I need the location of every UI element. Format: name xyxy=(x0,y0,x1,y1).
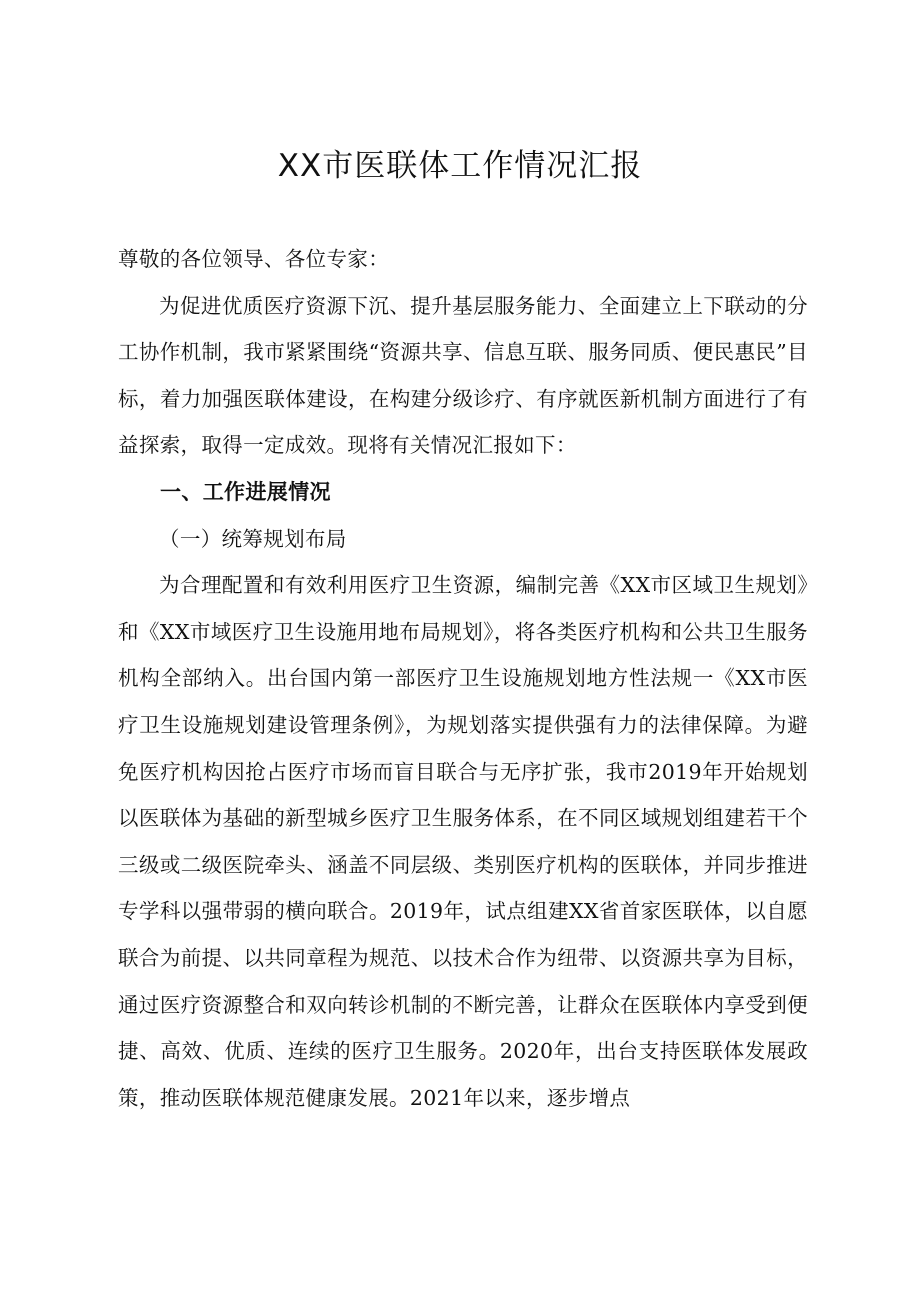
document-title: XX市医联体工作情况汇报 xyxy=(277,148,643,184)
section-heading: 一、工作进展情况 xyxy=(160,479,331,504)
salutation: 尊敬的各位领导、各位专家： xyxy=(118,247,390,271)
subsection-heading: （一）统筹规划布局 xyxy=(159,526,347,551)
document-body xyxy=(118,236,808,1121)
body-paragraph: 为合理配置和有效利用医疗卫生资源，编制完善《XX市区域卫生规划》和《XX市域医疗卫生设施用地布局规划》，将各类医疗机构和公共卫生服务机构全部纳入。出台国内第一部医疗卫生设施规划地方性法规一《XX市医疗卫生设施规划建设管理条例》，为规划落实提供强有力的法律保障。为避免医疗机构因抢占医疗市场而盲目联合与无序扩张，我市2019年开始规划以医联体为基础的新型城乡医疗卫生服务体系，在不同区域规划组建若干个三级或二级医院牵头、涵盖不同层级、类别医疗机构的医联体，并同步推进专学科以强带弱的横向联合。2019年，试点组建XX省首家医联体，以自愿联合为前提、以共同章程为规范、以技术合作为纽带、以资源共享为目标，通过医疗资源整合和双向转诊机制的不断完善，让群众在医联体内享受到便捷、高效、优质、连续的医疗卫生服务。2020年，出台支持医联体发展政策，推动医联体规范健康发展。2021年以来，逐步增点 xyxy=(118,573,808,1110)
intro-paragraph: 为促进优质医疗资源下沉、提升基层服务能力、全面建立上下联动的分工协作机制，我市紧紧围绕“资源共享、信息互联、服务同质、便民惠民”目标，着力加强医联体建设，在构建分级诊疗、有序就医新机制方面进行了有益探索，取得一定成效。现将有关情况汇报如下： xyxy=(118,293,808,458)
